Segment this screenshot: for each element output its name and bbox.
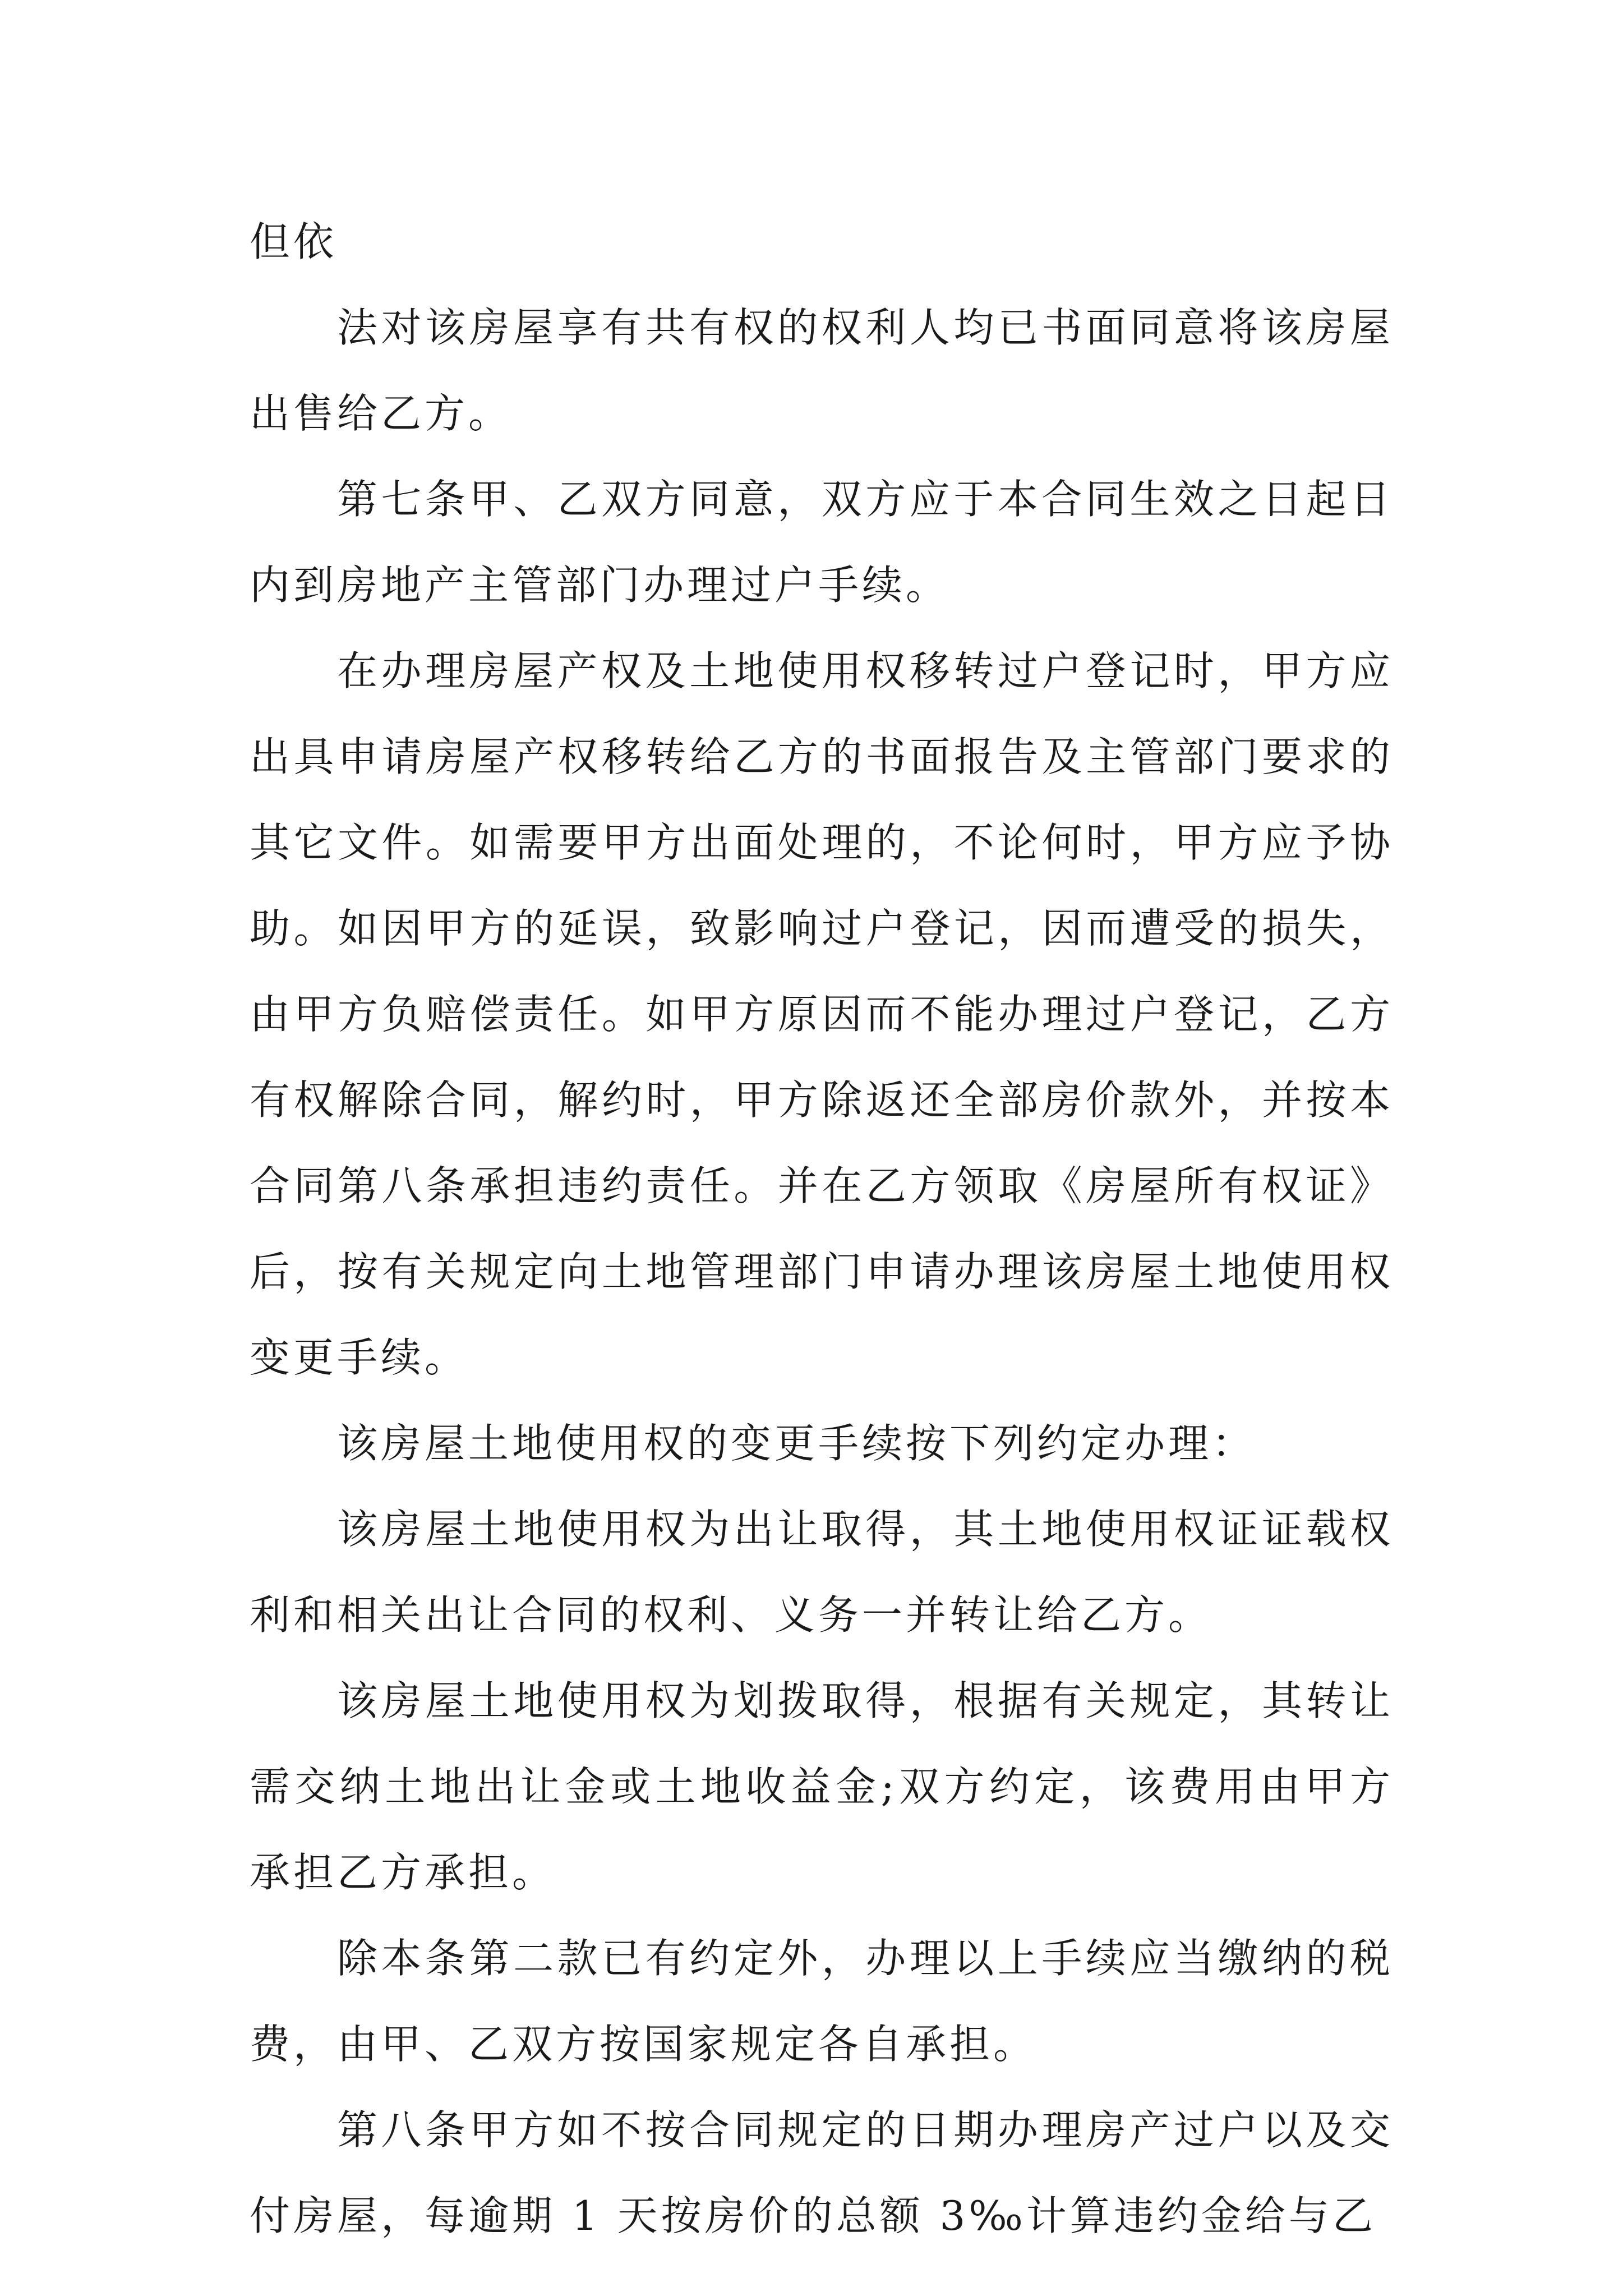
paragraph-3: 第七条甲、乙双方同意，双方应于本合同生效之日起日内到房地产主管部门办理过户手续。	[250, 476, 1394, 609]
paragraph-7: 该房屋土地使用权为划拨取得，根据有关规定，其转让需交纳土地出让金或土地收益金;双方约定，该费用由甲方承担乙方承担。	[250, 1677, 1394, 1896]
document-body	[250, 199, 1394, 2259]
paragraph-5: 该房屋土地使用权的变更手续按下列约定办理：	[337, 1420, 1256, 1467]
paragraph-9: 第八条甲方如不按合同规定的日期办理房产过户以及交付房屋，每逾期 1 天按房价的总额 3‰计算违约金给与乙	[250, 2106, 1394, 2239]
paragraph-1: 但依	[250, 218, 338, 265]
paragraph-4: 在办理房屋产权及土地使用权移转过户登记时，甲方应出具申请房屋产权移转给乙方的书面报告及主管部门要求的其它文件。如需要甲方出面处理的，不论何时，甲方应予协助。如因甲方的延误，致影响过户登记，因而遭受的损失，由甲方负赔偿责任。如甲方原因而不能办理过户登记，乙方有权解除合同，解约时，甲方除返还全部房价款外，并按本合同第八条承担违约责任。并在乙方领取《房屋所有权证》后，按有关规定向土地管理部门申请办理该房屋土地使用权变更手续。	[250, 647, 1394, 1381]
paragraph-2: 法对该房屋享有共有权的权利人均已书面同意将该房屋出售给乙方。	[250, 304, 1394, 437]
paragraph-6: 该房屋土地使用权为出让取得，其土地使用权证证载权利和相关出让合同的权利、义务一并转让给乙方。	[250, 1506, 1394, 1639]
paragraph-8: 除本条第二款已有约定外，办理以上手续应当缴纳的税费，由甲、乙双方按国家规定各自承担。	[250, 1935, 1394, 2068]
